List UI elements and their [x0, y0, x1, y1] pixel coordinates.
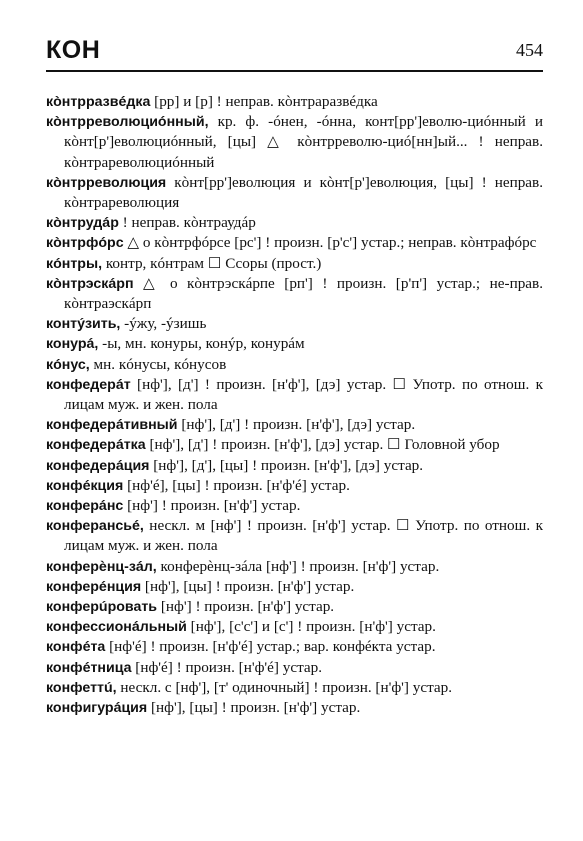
dictionary-entry — [46, 476, 543, 496]
entry-list — [46, 92, 543, 718]
entry-headword: кòнтрразвéдка — [46, 94, 151, 110]
dictionary-entry — [46, 516, 543, 556]
header-rule — [46, 70, 543, 72]
entry-headword: конферúровать — [46, 599, 158, 616]
entry-body: △ о кòнтрэскáрпе [рп'] ! произн. [р'п'] устар.; не-прав. кòнтраэскáрп — [64, 274, 543, 313]
entry-headword: конфедерáция — [46, 457, 150, 474]
entry-body: [нф'], [д'], [цы] ! произн. [н'ф'], [дэ] устар. — [149, 456, 424, 474]
dictionary-entry — [46, 112, 543, 173]
entry-headword: конфессионáльный — [46, 619, 187, 636]
dictionary-entry — [46, 233, 543, 253]
dictionary-entry — [46, 617, 543, 637]
entry-headword: конферéнция — [46, 578, 142, 595]
dictionary-entry — [46, 334, 543, 354]
dictionary-entry — [46, 658, 543, 678]
dictionary-entry — [46, 173, 543, 213]
entry-body: [нф'é], [цы] ! произн. [н'ф'é] устар. — [123, 476, 350, 494]
entry-headword: конфедерáтивный — [46, 417, 178, 434]
entry-body: [нф'], [д'] ! произн. [н'ф'], [дэ] устар. ☐ Головной убор — [145, 436, 500, 454]
dictionary-entry — [46, 577, 543, 597]
dictionary-entry — [46, 213, 543, 233]
dictionary-entry — [46, 557, 543, 577]
entry-body: [нф'] ! произн. [н'ф'] устар. — [157, 598, 335, 616]
entry-headword: кòнтрэскáрп — [46, 275, 134, 292]
dictionary-entry — [46, 375, 543, 415]
entry-body: контр, кóнтрам ☐ Ссоры (прост.) — [102, 254, 322, 272]
dictionary-entry — [46, 254, 543, 274]
entry-headword: конфéкция — [46, 477, 124, 494]
dictionary-entry — [46, 637, 543, 657]
entry-body: [нф'], [с'с'] и [с'] ! произн. [н'ф'] устар. — [186, 618, 436, 636]
entry-body: конферѐнц-зáла [нф'] ! произн. [н'ф'] устар. — [156, 557, 440, 575]
entry-body: ! неправ. кòнтраудáр — [118, 214, 256, 232]
dictionary-entry — [46, 435, 543, 455]
dictionary-entry — [46, 597, 543, 617]
entry-headword: конфедерáт — [46, 376, 131, 393]
dictionary-entry — [46, 314, 543, 334]
entry-headword: кóнус, — [46, 356, 90, 373]
dictionary-entry — [46, 456, 543, 476]
dictionary-entry — [46, 355, 543, 375]
entry-headword: конфедерáтка — [46, 437, 146, 454]
entry-body: кòнт[рр']еволюция и кòнт[р']еволюция, [цы] ! неправ. кòнтрареволюция — [64, 173, 543, 212]
entry-headword: конферáнс — [46, 498, 124, 515]
entry-body: [нф'] ! произн. [н'ф'] устар. — [123, 497, 301, 515]
entry-headword: конфигурáция — [46, 700, 148, 717]
entry-headword: кòнтрреволюция — [46, 174, 167, 191]
running-headword: КОН — [46, 36, 101, 64]
entry-body: [нф'é] ! произн. [н'ф'é] устар. — [131, 658, 323, 676]
dictionary-entry — [46, 274, 543, 314]
entry-body: [нф'], [д'] ! произн. [н'ф'], [дэ] устар. — [177, 416, 416, 434]
page-header — [46, 36, 543, 70]
entry-headword: конфéта — [46, 639, 106, 656]
dictionary-entry — [46, 698, 543, 718]
entry-headword: кòнтрреволюциóнный, — [46, 114, 209, 131]
entry-body: нескл. с [нф'], [т' одиночный] ! произн. [н'ф'] устар. — [116, 678, 453, 696]
entry-headword: конферансьé, — [46, 518, 144, 535]
entry-body: △ о кòнтрфóрсе [рс'] ! произн. [р'с'] устар.; неправ. кòнтрафóрс — [123, 234, 537, 252]
entry-headword: кòнтрфóрс — [46, 235, 124, 252]
entry-body: [нф'], [д'] ! произн. [н'ф'], [дэ] устар. ☐ Употр. по отнош. к лицам муж. и жен. пола — [64, 375, 543, 414]
entry-body: [нф'], [цы] ! произн. [н'ф'] устар. — [141, 577, 355, 595]
page-number: 454 — [516, 40, 543, 60]
entry-body: кр. ф. -óнен, -óнна, конт[рр']еволю-циóнный и кòнт[р']еволюциóнный, [цы] △ кòнтрреволю-циó[нн]ый... ! неправ. кòнтрареволюциóнный — [64, 113, 543, 171]
entry-body: -ы, мн. конуры, конýр, конурáм — [98, 335, 305, 353]
dictionary-entry — [46, 678, 543, 698]
entry-body: [нф'], [цы] ! произн. [н'ф'] устар. — [147, 699, 361, 717]
entry-headword: контýзить, — [46, 316, 121, 333]
entry-body: [рр] и [р] ! неправ. кòнтраразвéдка — [150, 93, 378, 110]
entry-body: [нф'é] ! произн. [н'ф'é] устар.; вар. конфéкта устар. — [105, 638, 436, 656]
entry-headword: конурá, — [46, 336, 99, 353]
entry-headword: конфéтница — [46, 659, 132, 676]
entry-body: -ýжу, -ýзишь — [120, 315, 207, 333]
entry-headword: конфеттú, — [46, 679, 117, 696]
entry-headword: конферѐнц-зáл, — [46, 558, 157, 575]
dictionary-entry — [46, 415, 543, 435]
dictionary-entry — [46, 496, 543, 516]
entry-body: мн. кóнусы, кóнусов — [89, 355, 227, 373]
entry-body: нескл. м [нф'] ! произн. [н'ф'] устар. ☐ Употр. по отнош. к лицам муж. и жен. пола — [64, 517, 543, 555]
entry-headword: кòнтрудáр — [46, 215, 119, 232]
dictionary-entry — [46, 92, 543, 112]
entry-headword: кóнтры, — [46, 255, 103, 272]
